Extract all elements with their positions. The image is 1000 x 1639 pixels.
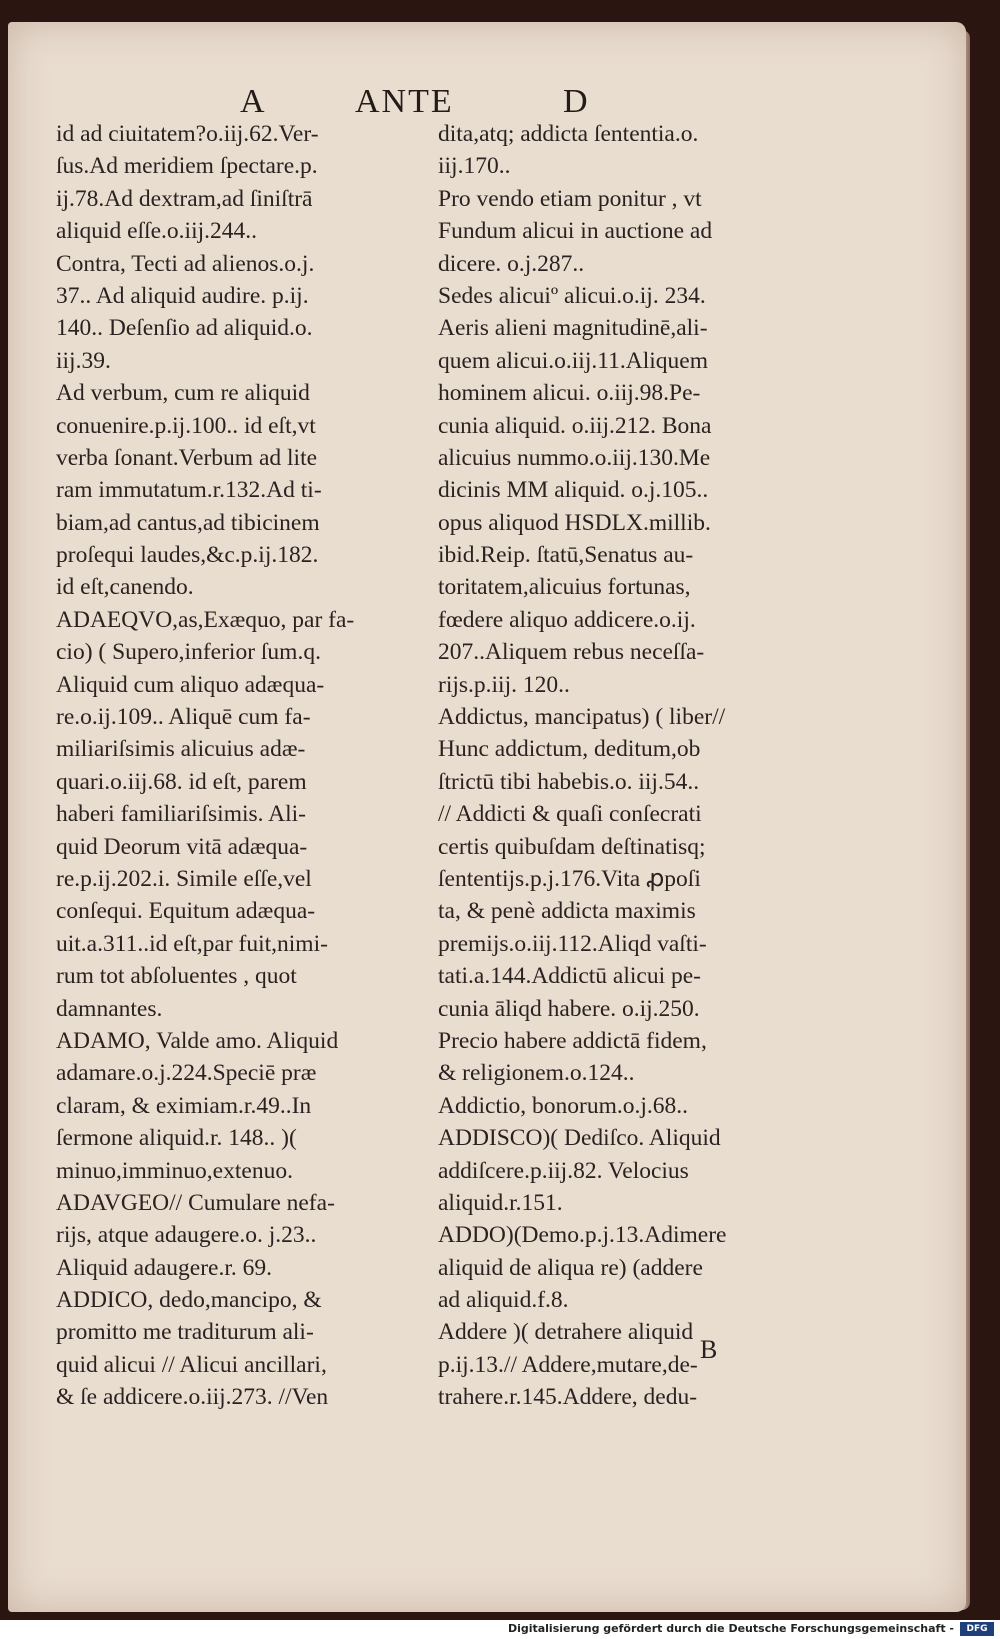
text-line: trahere.r.145.Addere, dedu- (438, 1384, 698, 1411)
text-line: 37.. Ad aliquid audire. p.ij. (56, 282, 309, 309)
text-line: haberi familiariſsimis. Ali- (56, 801, 306, 828)
text-line: toritatem,alicuius fortunas, (438, 574, 691, 601)
text-line: ADAMO, Valde amo. Aliquid (56, 1027, 339, 1054)
text-line: rum tot abſoluentes , quot (56, 963, 297, 990)
text-line: premijs.o.iij.112.Aliqd vaſti- (438, 930, 707, 957)
text-line: Sedes alicuiº alicui.o.ij. 234. (438, 282, 706, 309)
text-line: damnantes. (56, 995, 163, 1022)
text-line: quid alicui // Alicui ancillari, (56, 1351, 327, 1378)
text-line: ſententijs.p.j.176.Vita ꝓpoſi (438, 865, 701, 892)
running-head-letter-left: A (240, 83, 267, 120)
text-line: tati.a.144.Addictū alicui pe- (438, 963, 701, 990)
text-line: conuenire.p.ij.100.. id eſt,vt (56, 412, 316, 439)
text-line: aliquid.r.151. (438, 1189, 563, 1216)
text-line: miliariſsimis alicuius adæ- (56, 736, 306, 763)
text-line: cunia āliqd habere. o.ij.250. (438, 995, 700, 1022)
text-line: ij.78.Ad dextram,ad ſiniſtrā (56, 185, 313, 212)
text-line: quari.o.iij.68. id eſt, parem (56, 768, 307, 795)
text-line: fœdere aliquo addicere.o.ij. (438, 606, 696, 633)
text-line: claram, & eximiam.r.49..In (56, 1092, 312, 1119)
text-line: opus aliquod HSDLX.millib. (438, 509, 711, 536)
text-line: id eſt,canendo. (56, 574, 194, 601)
text-line: verba ſonant.Verbum ad lite (56, 444, 318, 471)
text-line: ſtrictū tibi habebis.o. iij.54.. (438, 768, 700, 795)
text-line: Addere )( detrahere aliquid (438, 1319, 694, 1346)
catchword: B (700, 1335, 718, 1364)
text-line: 140.. Deſenſio ad aliquid.o. (56, 315, 313, 342)
text-line: conſequi. Equitum adæqua- (56, 898, 316, 925)
text-line: rijs.p.iij. 120.. (438, 671, 570, 698)
text-line: p.ij.13.// Addere,mutare,de- (438, 1351, 698, 1378)
text-line: Pro vendo etiam ponitur , vt (438, 185, 702, 212)
text-line: ad aliquid.f.8. (438, 1287, 569, 1314)
text-line: certis quibuſdam deſtinatisq; (438, 833, 706, 860)
text-line: & religionem.o.124.. (438, 1060, 635, 1087)
left-column (56, 118, 456, 1414)
text-line: Hunc addictum, deditum,ob (438, 736, 701, 763)
text-line: hominem alicui. o.iij.98.Pe- (438, 380, 701, 407)
text-line: ſermone aliquid.r. 148.. )( (56, 1125, 297, 1152)
text-line: biam,ad cantus,ad tibicinem (56, 509, 320, 536)
text-line: Precio habere addictā fidem, (438, 1027, 707, 1054)
text-line: Aeris alieni magnitudinē,ali- (438, 315, 708, 342)
text-line: Aliquid adaugere.r. 69. (56, 1254, 273, 1281)
text-line: // Addicti & quaſi conſecrati (438, 801, 702, 828)
text-line: rijs, atque adaugere.o. j.23.. (56, 1222, 317, 1249)
text-line: addiſcere.p.iij.82. Velocius (438, 1157, 689, 1184)
running-head-letter-right: D (563, 83, 590, 120)
text-line: ſus.Ad meridiem ſpectare.p. (56, 153, 318, 180)
text-line: Addictus, mancipatus) ( liber// (438, 704, 726, 731)
text-line: ta, & penè addicta maximis (438, 898, 696, 925)
text-line: alicuius nummo.o.iij.130.Me (438, 444, 711, 471)
text-line: ADAEQVO,as,Exæquo, par fa- (56, 606, 355, 633)
text-line: uit.a.311..id eſt,par fuit,nimi- (56, 930, 328, 957)
text-line: 207..Aliquem rebus neceſſa- (438, 639, 705, 666)
text-line: proſequi laudes,&c.p.ij.182. (56, 542, 319, 569)
text-line: dicere. o.j.287.. (438, 250, 585, 277)
text-line: Contra, Tecti ad alienos.o.j. (56, 250, 315, 277)
footer-bar (0, 1620, 1000, 1639)
text-line: cunia aliquid. o.iij.212. Bona (438, 412, 712, 439)
text-line: aliquid de aliqua re) (addere (438, 1254, 703, 1281)
text-line: aliquid eſſe.o.iij.244.. (56, 218, 258, 245)
text-line: adamare.o.j.224.Speciē præ (56, 1060, 317, 1087)
text-line: dicinis MM aliquid. o.j.105.. (438, 477, 709, 504)
text-line: minuo,imminuo,extenuo. (56, 1157, 293, 1184)
text-line: ADDO)(Demo.p.j.13.Adimere (438, 1222, 727, 1249)
text-line: ibid.Reip. ſtatū,Senatus au- (438, 542, 694, 569)
running-head (240, 83, 640, 123)
text-line: ram immutatum.r.132.Ad ti- (56, 477, 322, 504)
text-line: re.p.ij.202.i. Simile eſſe,vel (56, 865, 312, 892)
text-line: iij.170.. (438, 153, 511, 180)
text-line: quem alicui.o.iij.11.Aliquem (438, 347, 708, 374)
text-line: ADAVGEO// Cumulare nefa- (56, 1189, 335, 1216)
text-line: ADDICO, dedo,mancipo, & (56, 1287, 322, 1314)
text-line: Ad verbum, cum re aliquid (56, 380, 310, 407)
right-column (438, 118, 830, 1414)
text-line: promitto me traditurum ali- (56, 1319, 314, 1346)
text-line: Addictio, bonorum.o.j.68.. (438, 1092, 688, 1119)
footer-credit: Digitalisierung gefördert durch die Deutsche Forschungsgemeinschaft - (507, 1622, 954, 1635)
text-line: & ſe addicere.o.iij.273. //Ven (56, 1384, 329, 1411)
text-line: Aliquid cum aliquo adæqua- (56, 671, 325, 698)
text-line: iij.39. (56, 347, 111, 374)
dfg-logo: DFG (960, 1622, 994, 1636)
text-line: id ad ciuitatem?o.iij.62.Ver- (56, 121, 319, 147)
text-line: ADDISCO)( Dediſco. Aliquid (438, 1125, 721, 1152)
text-line: Fundum alicui in auctione ad (438, 218, 713, 245)
text-line: dita,atq; addicta ſententia.o. (438, 121, 699, 147)
text-line: quid Deorum vitā adæqua- (56, 833, 308, 860)
running-head-word: ANTE (355, 83, 454, 120)
text-line: cio) ( Supero,inferior ſum.q. (56, 639, 321, 666)
text-line: re.o.ij.109.. Aliquē cum fa- (56, 704, 311, 731)
